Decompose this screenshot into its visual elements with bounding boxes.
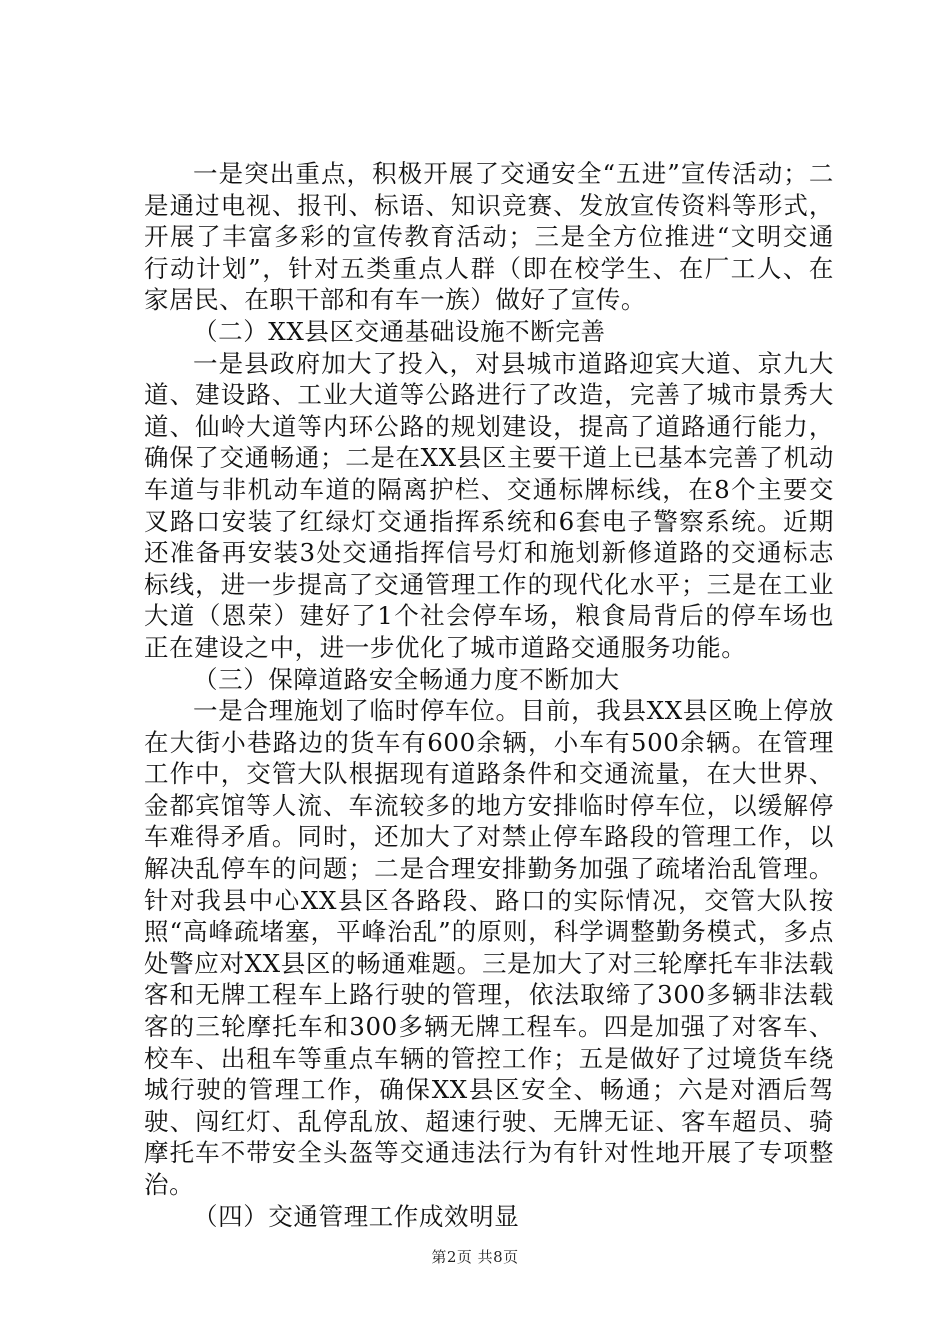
- paragraph-road-safety: 一是合理施划了临时停车位。目前，我县XX县区晚上停放在大街小巷路边的货车有600余辆，小车有500余辆。在管理工作中，交管大队根据现有道路条件和交通流量，在大世界、金都宾馆等人流、车流较多的地方安排临时停车位，以缓解停车难得矛盾。同时，还加大了对禁止停车路段的管理工作，以解决乱停车的问题；二是合理安排勤务加强了疏堵治乱管理。针对我县中心XX县区各路段、路口的实际情况，交管大队按照“高峰疏堵塞，平峰治乱”的原则，科学调整勤务模式，多点处警应对XX县区的畅通难题。三是加大了对三轮摩托车非法载客和无牌工程车上路行驶的管理，依法取缔了300多辆非法载客的三轮摩托车和300多辆无牌工程车。四是加强了对客车、校车、出租车等重点车辆的管控工作；五是做好了过境货车绕城行驶的管理工作，确保XX县区安全、畅通；六是对酒后驾驶、闯红灯、乱停乱放、超速行驶、无牌无证、客车超员、骑摩托车不带安全头盔等交通违法行为有针对性地开展了专项整治。: [144, 696, 834, 1199]
- paragraph-infrastructure: 一是县政府加大了投入，对县城市道路迎宾大道、京九大道、建设路、工业大道等公路进行了改造，完善了城市景秀大道、仙岭大道等内环公路的规划建设，提高了道路通行能力，确保了交通畅通；二是在XX县区主要干道上已基本完善了机动车道与非机动车道的隔离护栏、交通标牌标线，在8个主要交叉路口安装了红绿灯交通指挥系统和6套电子警察系统。近期还准备再安装3处交通指挥信号灯和施划新修道路的交通标志标线，进一步提高了交通管理工作的现代化水平；三是在工业大道（恩荣）建好了1个社会停车场，粮食局背后的停车场也正在建设之中，进一步优化了城市道路交通服务功能。: [144, 348, 834, 662]
- section-heading-infrastructure: （二）XX县区交通基础设施不断完善: [193, 316, 606, 346]
- page-footer: 第2页 共8页: [431, 1248, 519, 1266]
- paragraph-publicity: 一是突出重点，积极开展了交通安全“五进”宣传活动；二是通过电视、报刊、标语、知识竞赛、发放宣传资料等形式，开展了丰富多彩的宣传教育活动；三是全方位推进“文明交通行动计划”，针对五类重点人群（即在校学生、在厂工人、在家居民、在职干部和有车一族）做好了宣传。: [144, 159, 834, 315]
- section-heading-results: （四）交通管理工作成效明显: [193, 1201, 520, 1231]
- section-heading-road-safety: （三）保障道路安全畅通力度不断加大: [193, 664, 620, 694]
- document-body: [144, 158, 834, 1232]
